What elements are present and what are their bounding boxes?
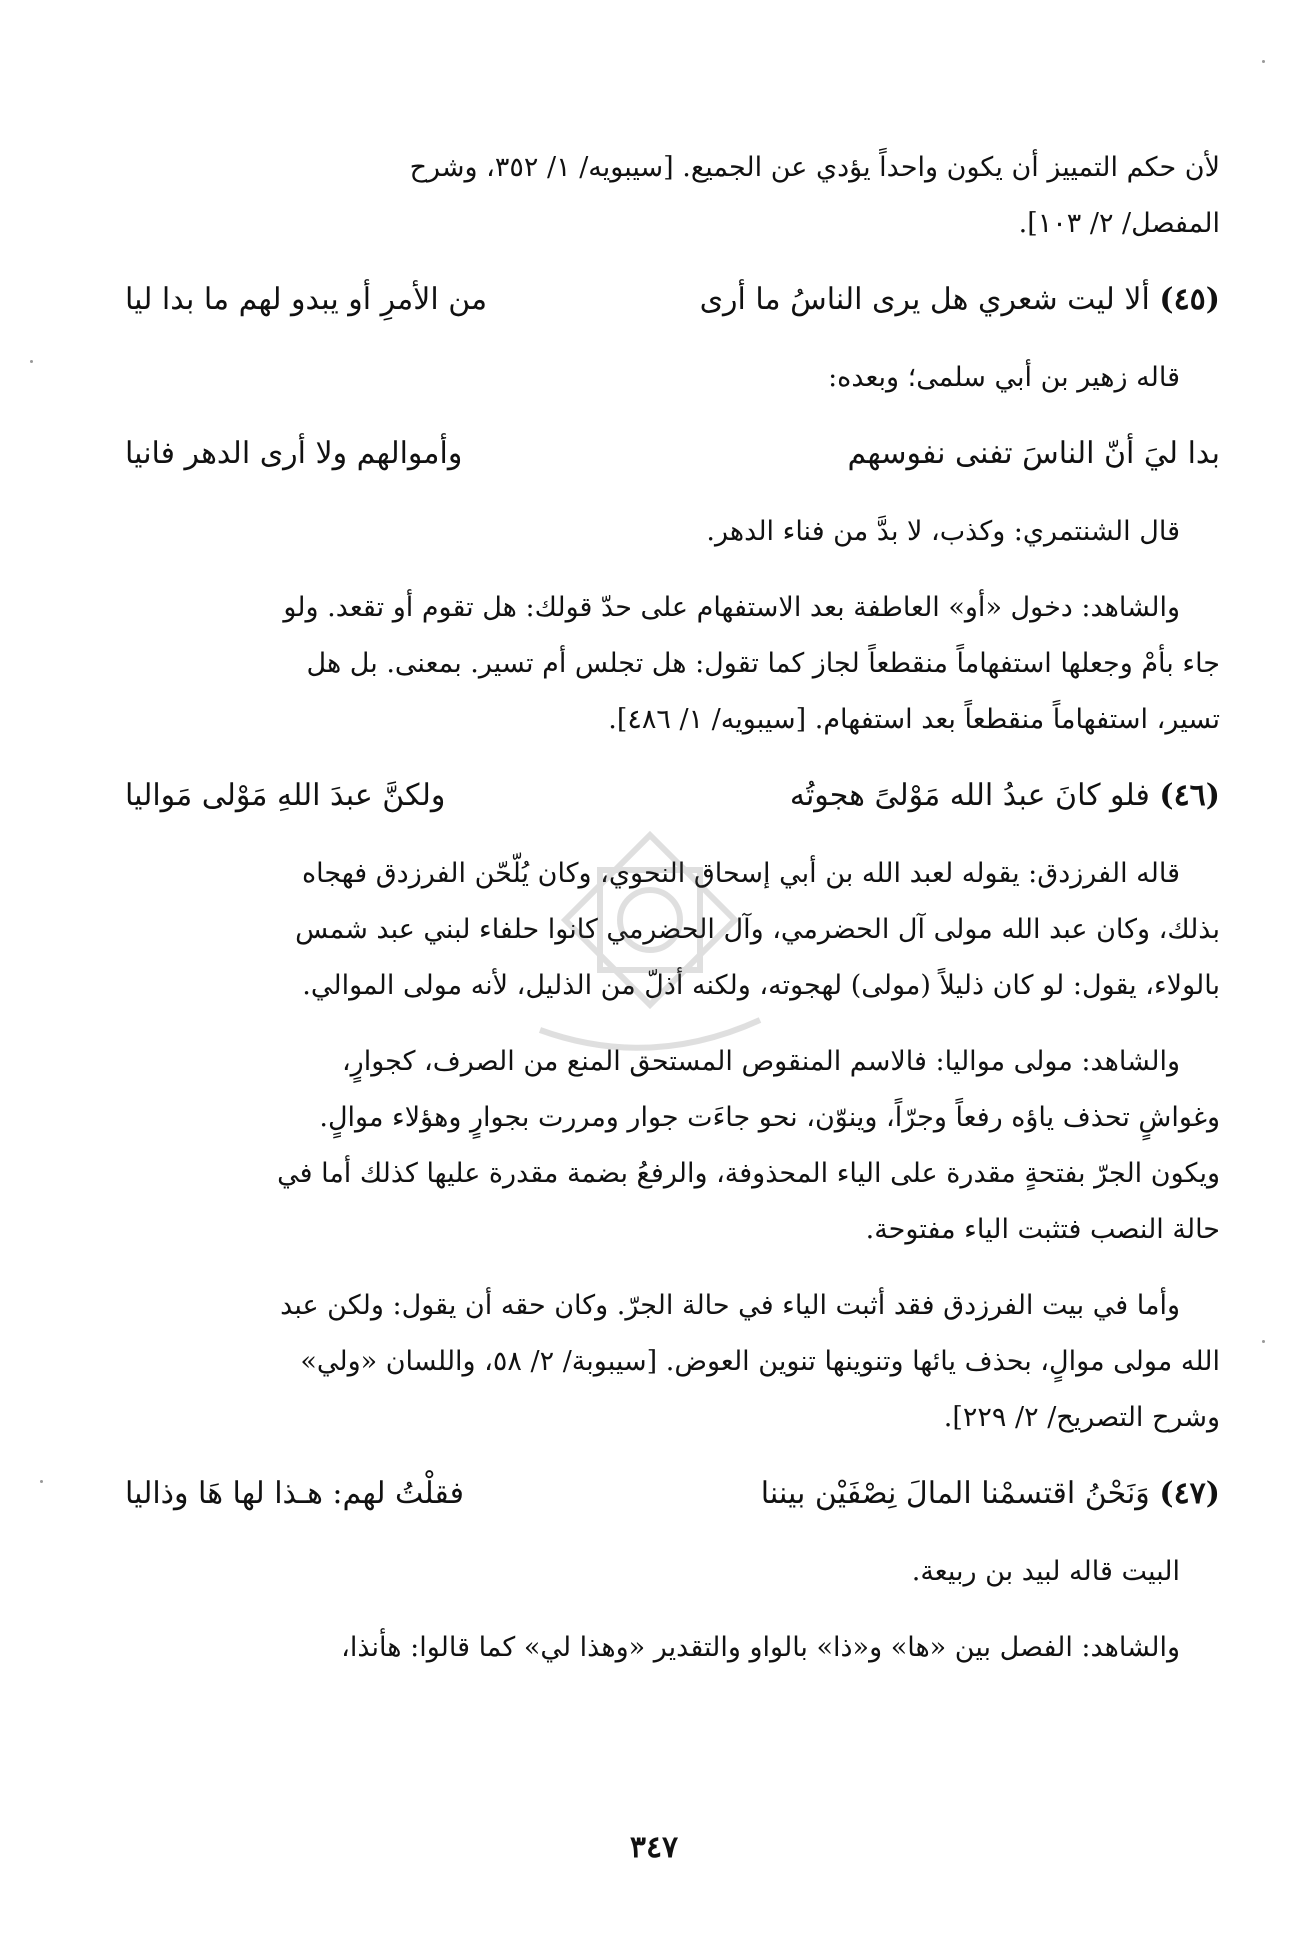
text-line: بذلك، وكان عبد الله مولى آل الحضرمي، وآل الحضرمي كانوا حلفاء لبني عبد شمس xyxy=(295,914,1220,945)
scan-speck xyxy=(1262,1340,1265,1343)
verse-hemistich-2: ولكنَّ عبدَ اللهِ مَوْلى مَواليا xyxy=(125,778,446,813)
verse-hemistich-2: من الأمرِ أو يبدو لهم ما بدا ليا xyxy=(125,282,488,317)
text-line: والشاهد: دخول «أو» العاطفة بعد الاستفهام على حدّ قولك: هل تقوم أو تقعد. ولو xyxy=(283,592,1180,623)
paragraph-1 xyxy=(125,140,1220,252)
verse-45-continuation xyxy=(125,426,1220,482)
scan-speck xyxy=(40,1480,43,1483)
verse-text: فلو كانَ عبدُ الله مَوْلىً هجوتُه xyxy=(789,778,1150,813)
paragraph-7 xyxy=(125,1278,1220,1446)
verse-46 xyxy=(125,768,1220,824)
text-line: والشاهد: مولى مواليا: فالاسم المنقوص المستحق المنع من الصرف، كجوارٍ، xyxy=(341,1046,1180,1077)
verse-number: (٤٥) xyxy=(1159,282,1220,317)
scan-speck xyxy=(1262,60,1265,63)
verse-hemistich-2: فقلْتُ لهم: هـذا لها هَا وذاليا xyxy=(125,1476,464,1511)
paragraph-3 xyxy=(125,504,1220,560)
text-line: وأما في بيت الفرزدق فقد أثبت الياء في حالة الجرّ. وكان حقه أن يقول: ولكن عبد xyxy=(280,1290,1180,1321)
text-line: المفصل/ ٢/ ١٠٣]. xyxy=(1018,208,1220,239)
verse-text: ألا ليت شعري هل يرى الناسُ ما أرى xyxy=(699,282,1150,317)
text-line: قال الشنتمري: وكذب، لا بدَّ من فناء الدهر. xyxy=(706,516,1180,547)
library-seal-watermark xyxy=(520,830,780,1080)
page-number: ٣٤٧ xyxy=(629,1830,679,1865)
text-line: حالة النصب فتثبت الياء مفتوحة. xyxy=(865,1214,1220,1245)
verse-number: (٤٦) xyxy=(1159,778,1220,813)
verse-hemistich-2: وأموالهم ولا أرى الدهر فانيا xyxy=(125,436,463,471)
text-line: الله مولى موالٍ، بحذف يائها وتنوينها تنوين العوض. [سيبوبة/ ٢/ ٥٨، واللسان «ولي» xyxy=(300,1346,1220,1377)
text-line: جاء بأمْ وجعلها استفهاماً منقطعاً لجاز كما تقول: هل تجلس أم تسير. بمعنى. بل هل xyxy=(306,648,1220,679)
verse-hemistich-1: بدا ليَ أنّ الناسَ تفنى نفوسهم xyxy=(847,436,1220,471)
paragraph-9 xyxy=(125,1620,1220,1676)
paragraph-8 xyxy=(125,1544,1220,1600)
verse-number: (٤٧) xyxy=(1159,1476,1220,1511)
text-line: البيت قاله لبيد بن ربيعة. xyxy=(911,1556,1180,1587)
text-line: وشرح التصريح/ ٢/ ٢٢٩]. xyxy=(943,1402,1220,1433)
text-line: ويكون الجرّ بفتحةٍ مقدرة على الياء المحذوفة، والرفعُ بضمة مقدرة عليها كذلك أما في xyxy=(277,1158,1220,1189)
scan-speck xyxy=(30,360,33,363)
verse-text: وَنَحْنُ اقتسمْنا المالَ نِصْفَيْن بيننا xyxy=(760,1476,1150,1511)
paragraph-4 xyxy=(125,580,1220,748)
paragraph-2 xyxy=(125,350,1220,406)
text-line: قاله الفرزدق: يقوله لعبد الله بن أبي إسحاق النحوي، وكان يُلّحّن الفرزدق فهجاه xyxy=(301,858,1180,889)
verse-hemistich-1 xyxy=(700,272,1220,328)
text-line: بالولاء، يقول: لو كان ذليلاً (مولى) لهجوته، ولكنه أذلّ من الذليل، لأنه مولى الموالي. xyxy=(302,970,1220,1001)
verse-hemistich-1 xyxy=(700,768,1220,824)
text-line: قاله زهير بن أبي سلمى؛ وبعده: xyxy=(828,362,1180,393)
text-line: تسير، استفهاماً منقطعاً بعد استفهام. [سيبويه/ ١/ ٤٨٦]. xyxy=(608,704,1220,735)
text-line: وغواشٍ تحذف ياؤه رفعاً وجرّاً، وينوّن، نحو جاءَت جوار ومررت بجوارٍ وهؤلاء موالٍ. xyxy=(319,1102,1220,1133)
text-line: والشاهد: الفصل بين «ها» و«ذا» بالواو والتقدير «وهذا لي» كما قالوا: هأنذا، xyxy=(341,1632,1180,1663)
text-line: لأن حكم التمييز أن يكون واحداً يؤدي عن الجميع. [سيبويه/ ١/ ٣٥٢، وشرح xyxy=(409,152,1220,183)
verse-47 xyxy=(125,1466,1220,1522)
verse-45 xyxy=(125,272,1220,328)
verse-hemistich-1 xyxy=(700,1466,1220,1522)
